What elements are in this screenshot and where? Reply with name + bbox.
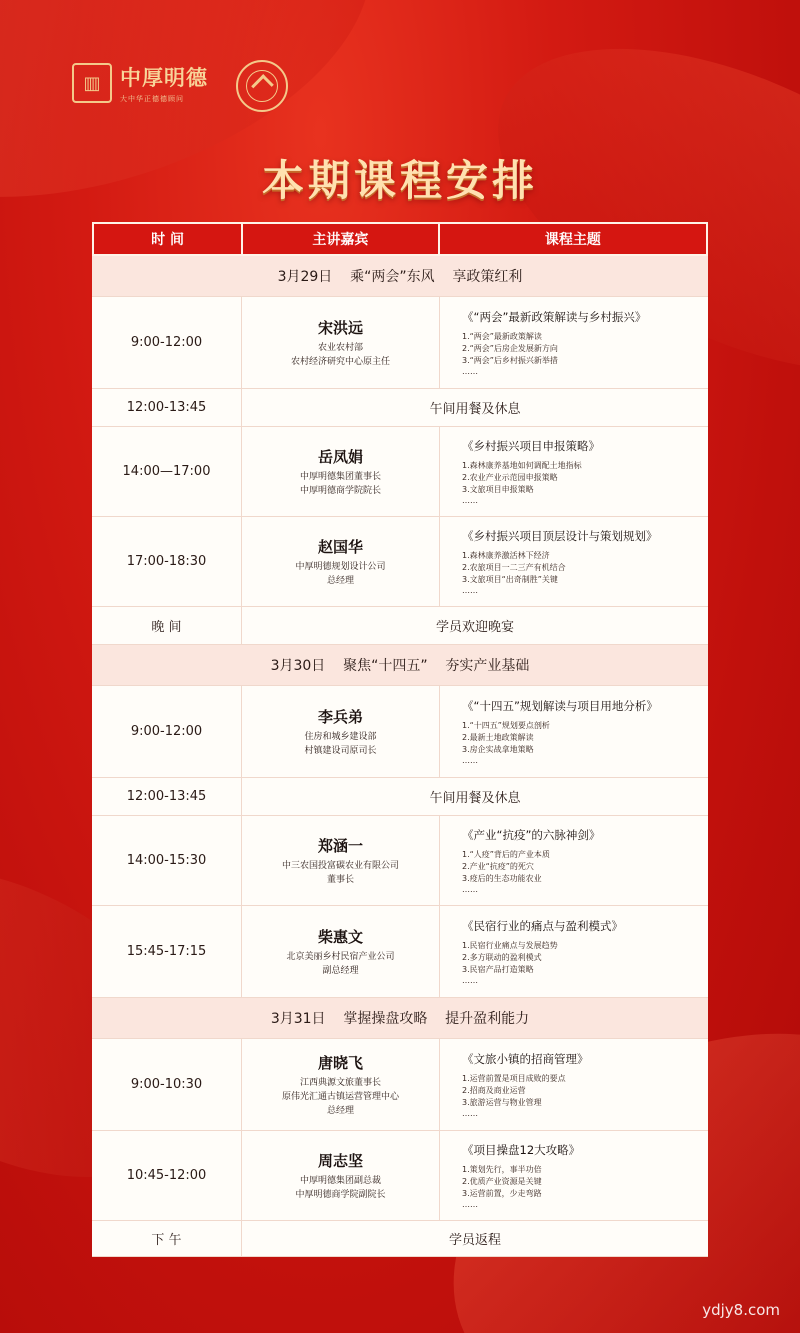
speaker-name: 唐晓飞 — [317, 1053, 363, 1072]
speaker-name: 岳凤娟 — [317, 447, 363, 466]
speaker-title: 中厚明德集团副总裁 — [299, 1175, 381, 1186]
time-cell: 9:00-12:00 — [92, 297, 242, 388]
speaker-cell — [242, 297, 440, 388]
school-seal-icon — [236, 60, 288, 112]
speaker-name: 赵国华 — [317, 537, 363, 556]
topic-item: …… — [462, 367, 478, 376]
topic-item: 1.“两会”最新政策解读 — [462, 332, 542, 341]
table-body — [92, 256, 708, 1257]
header-speaker: 主讲嘉宾 — [243, 224, 440, 254]
topic-item: …… — [462, 756, 478, 765]
page-title: 本期课程安排 — [261, 156, 538, 205]
topic-cell — [440, 1131, 708, 1220]
topic-item: 1.策划先行，事半功倍 — [462, 1165, 542, 1174]
note-cell: 午间用餐及休息 — [429, 791, 521, 806]
table-row — [92, 1131, 708, 1221]
speaker-title: 中厚明德商学院院长 — [299, 485, 381, 496]
topic-item: …… — [462, 1200, 478, 1209]
speaker-name: 周志坚 — [317, 1151, 363, 1170]
topic-item: 3.民宿产品打造策略 — [462, 965, 534, 974]
speaker-name: 郑涵一 — [317, 836, 363, 855]
speaker-title: 北京美丽乡村民宿产业公司 — [286, 951, 395, 962]
table-row — [92, 906, 708, 998]
header-time: 时 间 — [94, 224, 243, 254]
topic-item: 3.运营前置，少走弯路 — [462, 1189, 542, 1198]
topic-item: 3.房企实战拿地策略 — [462, 745, 534, 754]
topic-item: …… — [462, 586, 478, 595]
topic-title: 《产业“抗疫”的六脉神剑》 — [462, 828, 601, 842]
topic-title: 《“两会”最新政策解读与乡村振兴》 — [462, 310, 647, 324]
brand-tagline: 大中华正德德顾问 — [120, 95, 184, 103]
topic-item: …… — [462, 885, 478, 894]
note-cell: 学员欢迎晚宴 — [435, 620, 514, 635]
topic-item: 2.最新土地政策解读 — [462, 733, 534, 742]
table-header — [92, 222, 708, 256]
speaker-cell — [242, 427, 440, 516]
topic-cell — [440, 816, 708, 905]
topic-item: 2.优质产业资源是关键 — [462, 1177, 542, 1186]
table-row — [92, 389, 708, 427]
brand-name: 中厚明德 — [120, 66, 208, 90]
topic-item: …… — [462, 1109, 478, 1118]
topic-title: 《民宿行业的痛点与盈利模式》 — [462, 919, 623, 933]
speaker-title: 董事长 — [326, 874, 354, 885]
topic-cell — [440, 1039, 708, 1130]
topic-title: 《乡村振兴项目顶层设计与策划规划》 — [462, 529, 658, 543]
topic-item: 1.森林康养基地如何调配土地指标 — [462, 461, 582, 470]
speaker-title: 中厚明德商学院副院长 — [295, 1189, 386, 1200]
brand-logo — [72, 62, 208, 104]
topic-title: 《“十四五”规划解读与项目用地分析》 — [462, 699, 658, 713]
time-cell: 10:45-12:00 — [92, 1131, 242, 1220]
topic-item: 2.招商及商业运营 — [462, 1086, 526, 1095]
topic-cell — [440, 427, 708, 516]
topic-item: 2.“两会”后房企发展新方向 — [462, 344, 558, 353]
time-cell: 下 午 — [92, 1221, 242, 1256]
day-label: 3月30日 聚焦“十四五” 夯实产业基础 — [270, 658, 530, 674]
topic-item: 3.文旅项目申报策略 — [462, 485, 534, 494]
time-cell: 14:00—17:00 — [92, 427, 242, 516]
book-icon: ▥ — [72, 63, 112, 103]
speaker-cell — [242, 816, 440, 905]
topic-item: 3.疫后的生态功能农业 — [462, 874, 542, 883]
speaker-title: 总经理 — [326, 1105, 354, 1116]
day-heading — [92, 998, 708, 1039]
day-heading — [92, 256, 708, 297]
day-label: 3月29日 乘“两会”东风 享政策红利 — [277, 269, 523, 285]
speaker-cell — [242, 686, 440, 777]
day-label: 3月31日 掌握操盘攻略 提升盈利能力 — [270, 1011, 530, 1027]
topic-title: 《文旅小镇的招商管理》 — [462, 1052, 589, 1066]
watermark: ydjy8.com — [702, 1301, 780, 1319]
topic-title: 《项目操盘12大攻略》 — [462, 1143, 581, 1157]
speaker-title: 中厚明德规划设计公司 — [295, 561, 386, 572]
schedule-table — [92, 222, 708, 1256]
topic-cell — [440, 297, 708, 388]
topic-item: 2.农业产业示范园申报策略 — [462, 473, 558, 482]
time-cell: 9:00-10:30 — [92, 1039, 242, 1130]
time-cell: 12:00-13:45 — [92, 778, 242, 815]
topic-item: …… — [462, 976, 478, 985]
note-cell: 午间用餐及休息 — [429, 402, 521, 417]
speaker-title: 副总经理 — [322, 965, 359, 976]
table-row — [92, 686, 708, 778]
speaker-cell — [242, 1131, 440, 1220]
speaker-title: 住房和城乡建设部 — [304, 731, 377, 742]
topic-item: 2.产业“抗疫”的死穴 — [462, 862, 534, 871]
topic-item: 3.“两会”后乡村振兴新举措 — [462, 356, 558, 365]
decor-ribbon — [0, 0, 413, 259]
topic-title: 《乡村振兴项目申报策略》 — [462, 439, 600, 453]
time-cell: 9:00-12:00 — [92, 686, 242, 777]
speaker-title: 总经理 — [326, 575, 354, 586]
topic-cell — [440, 686, 708, 777]
table-row — [92, 427, 708, 517]
topic-item: 2.农旅项目一二三产有机结合 — [462, 563, 566, 572]
time-cell: 晚 间 — [92, 607, 242, 644]
time-cell: 17:00-18:30 — [92, 517, 242, 606]
speaker-title: 农村经济研究中心原主任 — [290, 356, 390, 367]
topic-item: 1.森林康养激活林下经济 — [462, 551, 550, 560]
time-cell: 15:45-17:15 — [92, 906, 242, 997]
table-row — [92, 778, 708, 816]
speaker-cell — [242, 1039, 440, 1130]
topic-item: 2.多方联动的盈利模式 — [462, 953, 542, 962]
topic-item: 1.运营前置是项目成败的要点 — [462, 1074, 566, 1083]
speaker-title: 农业农村部 — [317, 342, 363, 353]
speaker-name: 李兵弟 — [317, 707, 363, 726]
speaker-title: 中厚明德集团董事长 — [299, 471, 381, 482]
speaker-title: 村镇建设司原司长 — [304, 745, 377, 756]
speaker-title: 原伟光汇通古镇运营管理中心 — [281, 1091, 399, 1102]
table-row — [92, 1039, 708, 1131]
table-row — [92, 297, 708, 389]
topic-item: 1.民宿行业痛点与发展趋势 — [462, 941, 558, 950]
note-cell: 学员返程 — [448, 1233, 501, 1248]
topic-cell — [440, 517, 708, 606]
table-row — [92, 607, 708, 645]
time-cell: 14:00-15:30 — [92, 816, 242, 905]
header-topic: 课程主题 — [544, 232, 601, 248]
topic-item: 1.“人疫”背后的产业本质 — [462, 850, 550, 859]
day-heading — [92, 645, 708, 686]
speaker-name: 柴惠文 — [317, 927, 363, 946]
topic-item: 3.旅游运营与物业管理 — [462, 1098, 542, 1107]
topic-cell — [440, 906, 708, 997]
table-row — [92, 1221, 708, 1257]
speaker-cell — [242, 517, 440, 606]
topic-item: 1.“十四五”规划要点剖析 — [462, 721, 550, 730]
topic-item: 3.文旅项目“出奇制胜”关键 — [462, 575, 558, 584]
speaker-title: 江西典源文旅董事长 — [299, 1077, 381, 1088]
table-row — [92, 517, 708, 607]
speaker-cell — [242, 906, 440, 997]
table-row — [92, 816, 708, 906]
time-cell: 12:00-13:45 — [92, 389, 242, 426]
speaker-name: 宋洪远 — [317, 318, 363, 337]
topic-item: …… — [462, 496, 478, 505]
speaker-title: 中三农国投富碳农业有限公司 — [281, 860, 399, 871]
